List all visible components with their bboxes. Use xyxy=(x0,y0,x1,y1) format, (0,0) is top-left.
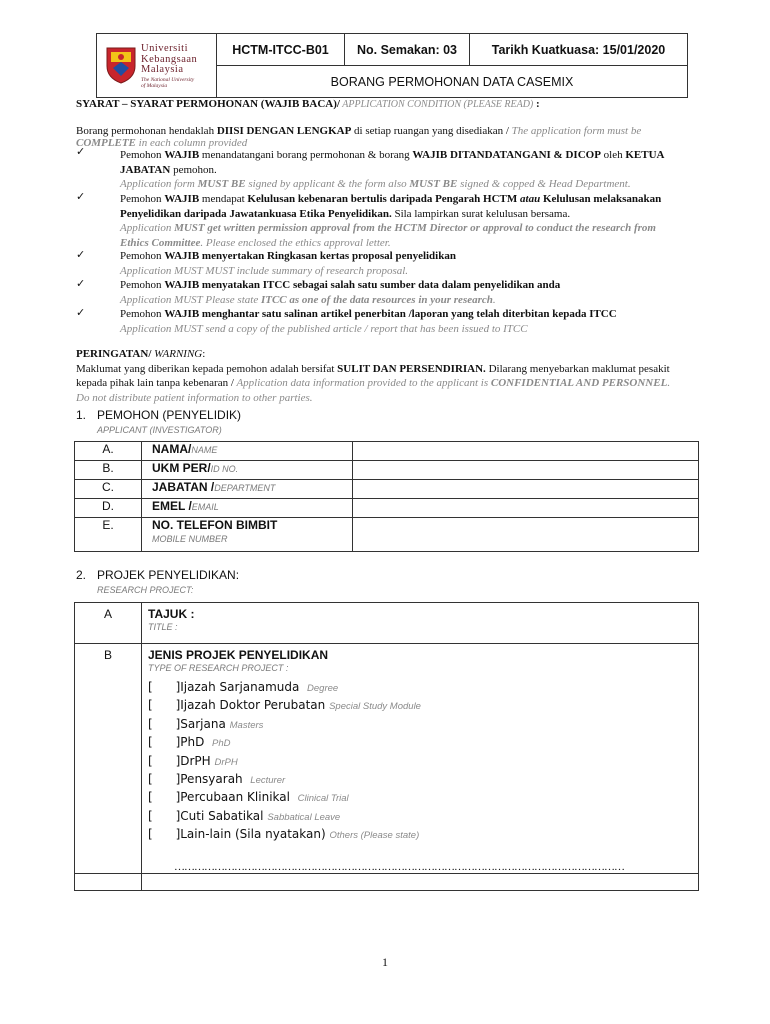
conditions-intro: Borang permohonan hendaklah DIISI DENGAN LENGKAP di setiap ruangan yang disediakan / The application form must be COMPLETE in each column provided xyxy=(76,125,642,149)
condition-item: Pemohon WAJIB mendapat Kelulusan kebenaran bertulis daripada Pengarah HCTM atau Kelulusan melaksanakan Penyelidikan daripada Jawatankuasa Etika Penyelidikan. Sila lampirkan surat kelulusan bersama. Application MUST get written permission approval from the HCTM Director or approval to conduct the research from Ethics Committee. Please enclosed the ethics approval letter. xyxy=(120,193,662,249)
option-drph[interactable]: [ ]DrPH DrPH xyxy=(148,753,238,768)
option-phd[interactable]: [ ]PhD PhD xyxy=(148,735,231,750)
row-label: NO. TELEFON BIMBIT MOBILE NUMBER xyxy=(142,518,353,552)
row-key: A xyxy=(75,603,142,644)
check-icon: ✓ xyxy=(76,145,86,158)
condition-item: Pemohon WAJIB menghantar satu salinan artikel penerbitan /laporan yang telah diterbitan kepada ITCC Application MUST send a copy of the published article / report that has been issued to ITCC xyxy=(120,308,617,335)
project-type-options xyxy=(148,679,698,845)
row-key xyxy=(75,873,142,890)
section-title: PEMOHON (PENYELIDIK) xyxy=(97,408,242,422)
mobile-number-field[interactable] xyxy=(353,518,699,552)
row-key: E. xyxy=(75,518,142,552)
id-number-field[interactable] xyxy=(353,461,699,480)
section-title: PROJEK PENYELIDIKAN: xyxy=(97,568,240,582)
section-subtitle: RESEARCH PROJECT: xyxy=(97,585,194,595)
crest-icon xyxy=(105,46,137,84)
condition-item: Pemohon WAJIB menandatangani borang permohonan & borang WAJIB DITANDATANGANI & DICOP oleh KETUA JABATAN pemohon. Application form MUST BE signed by applicant & the form also MUST BE signed & copped & Head Department. xyxy=(120,149,665,190)
warning-block: PERINGATAN/ WARNING: Maklumat yang diberikan kepada pemohon adalah bersifat SULIT DAN PERSENDIRIAN. Dilarang menyebarkan maklumat pesakit kepada pihak lain tanpa kebenaran / Application data information provided to the applicant is CONFIDENTIAL AND PERSONNEL. Do not distribute patient information to other parties. xyxy=(76,348,671,404)
option-special-study-module[interactable]: [ ]Ijazah Doktor Perubatan Special Study Module xyxy=(148,698,421,713)
table-row xyxy=(75,480,699,499)
empty-cell[interactable] xyxy=(142,873,699,890)
row-key: A. xyxy=(75,442,142,461)
university-name: Universiti Kebangsaan Malaysia xyxy=(141,43,198,75)
doc-code: HCTM-ITCC-B01 xyxy=(217,34,345,66)
section-subtitle: APPLICANT (INVESTIGATOR) xyxy=(97,425,222,435)
university-logo xyxy=(97,34,217,97)
row-label: JABATAN /DEPARTMENT xyxy=(142,480,353,499)
university-tagline: The National University of Malaysia xyxy=(141,77,195,89)
others-specify-line[interactable]: ……………………………………………………………………………………………………………………… xyxy=(174,860,624,873)
email-field[interactable] xyxy=(353,499,699,518)
effective-date: Tarikh Kuatkuasa: 15/01/2020 xyxy=(470,34,687,66)
section-number: 2. xyxy=(76,568,87,582)
name-field[interactable] xyxy=(353,442,699,461)
conditions-heading: SYARAT – SYARAT PERMOHONAN (WAJIB BACA)/ APPLICATION CONDITION (PLEASE READ) : xyxy=(76,98,540,110)
check-icon: ✓ xyxy=(76,306,86,319)
row-label: EMEL /EMAIL xyxy=(142,499,353,518)
option-clinical-trial[interactable]: [ ]Percubaan Klinikal Clinical Trial xyxy=(148,790,349,805)
table-row xyxy=(75,603,699,644)
option-sabbatical-leave[interactable]: [ ]Cuti Sabatikal Sabbatical Leave xyxy=(148,808,341,823)
row-key: C. xyxy=(75,480,142,499)
option-others[interactable]: [ ]Lain-lain (Sila nyatakan) Others (Please state) xyxy=(148,827,420,842)
row-key: D. xyxy=(75,499,142,518)
table-row xyxy=(75,873,699,890)
revision-number: No. Semakan: 03 xyxy=(345,34,470,66)
row-key: B xyxy=(75,644,142,874)
table-row xyxy=(75,644,699,874)
condition-item: Pemohon WAJIB menyatakan ITCC sebagai salah satu sumber data dalam penyelidikan anda Application MUST Please state ITCC as one of the data resources in your research. xyxy=(120,279,561,306)
research-project-table xyxy=(74,602,699,891)
check-icon: ✓ xyxy=(76,277,86,290)
applicant-table xyxy=(74,441,699,552)
row-label: NAMA/NAME xyxy=(142,442,353,461)
check-icon: ✓ xyxy=(76,248,86,261)
table-row xyxy=(75,461,699,480)
project-type-cell: JENIS PROJEK PENYELIDIKAN TYPE OF RESEARCH PROJECT : [ ]Ijazah Sarjanamuda Degree [ ]Ijazah Doktor Perubatan Special Study Module [ ]Sarjana Masters [ ]PhD PhD [ ]DrPH DrPH [ ]Pensyarah Lecturer [ ]Percubaan Klinikal Clinical Trial [ ]Cuti Sabatikal Sabbatical Leave [ ]Lain-lain (Sila nyatakan) Others (Please state) ……………………………………………………………………………………………………………………… xyxy=(142,644,699,874)
condition-item: Pemohon WAJIB menyertakan Ringkasan kertas proposal penyelidikan Application MUST MUST include summary of research proposal. xyxy=(120,250,456,277)
row-label: UKM PER/ID NO. xyxy=(142,461,353,480)
department-field[interactable] xyxy=(353,480,699,499)
row-key: B. xyxy=(75,461,142,480)
table-row xyxy=(75,442,699,461)
option-degree[interactable]: [ ]Ijazah Sarjanamuda Degree xyxy=(148,680,339,694)
check-icon: ✓ xyxy=(76,190,86,203)
table-row xyxy=(75,518,699,552)
form-header xyxy=(96,33,688,98)
option-masters[interactable]: [ ]Sarjana Masters xyxy=(148,716,264,731)
section-number: 1. xyxy=(76,408,87,422)
option-lecturer[interactable]: [ ]Pensyarah Lecturer xyxy=(148,772,286,787)
title-field[interactable]: TAJUK : TITLE : xyxy=(142,603,699,644)
form-title: BORANG PERMOHONAN DATA CASEMIX xyxy=(330,74,574,89)
page-number: 1 xyxy=(382,955,388,969)
table-row xyxy=(75,499,699,518)
